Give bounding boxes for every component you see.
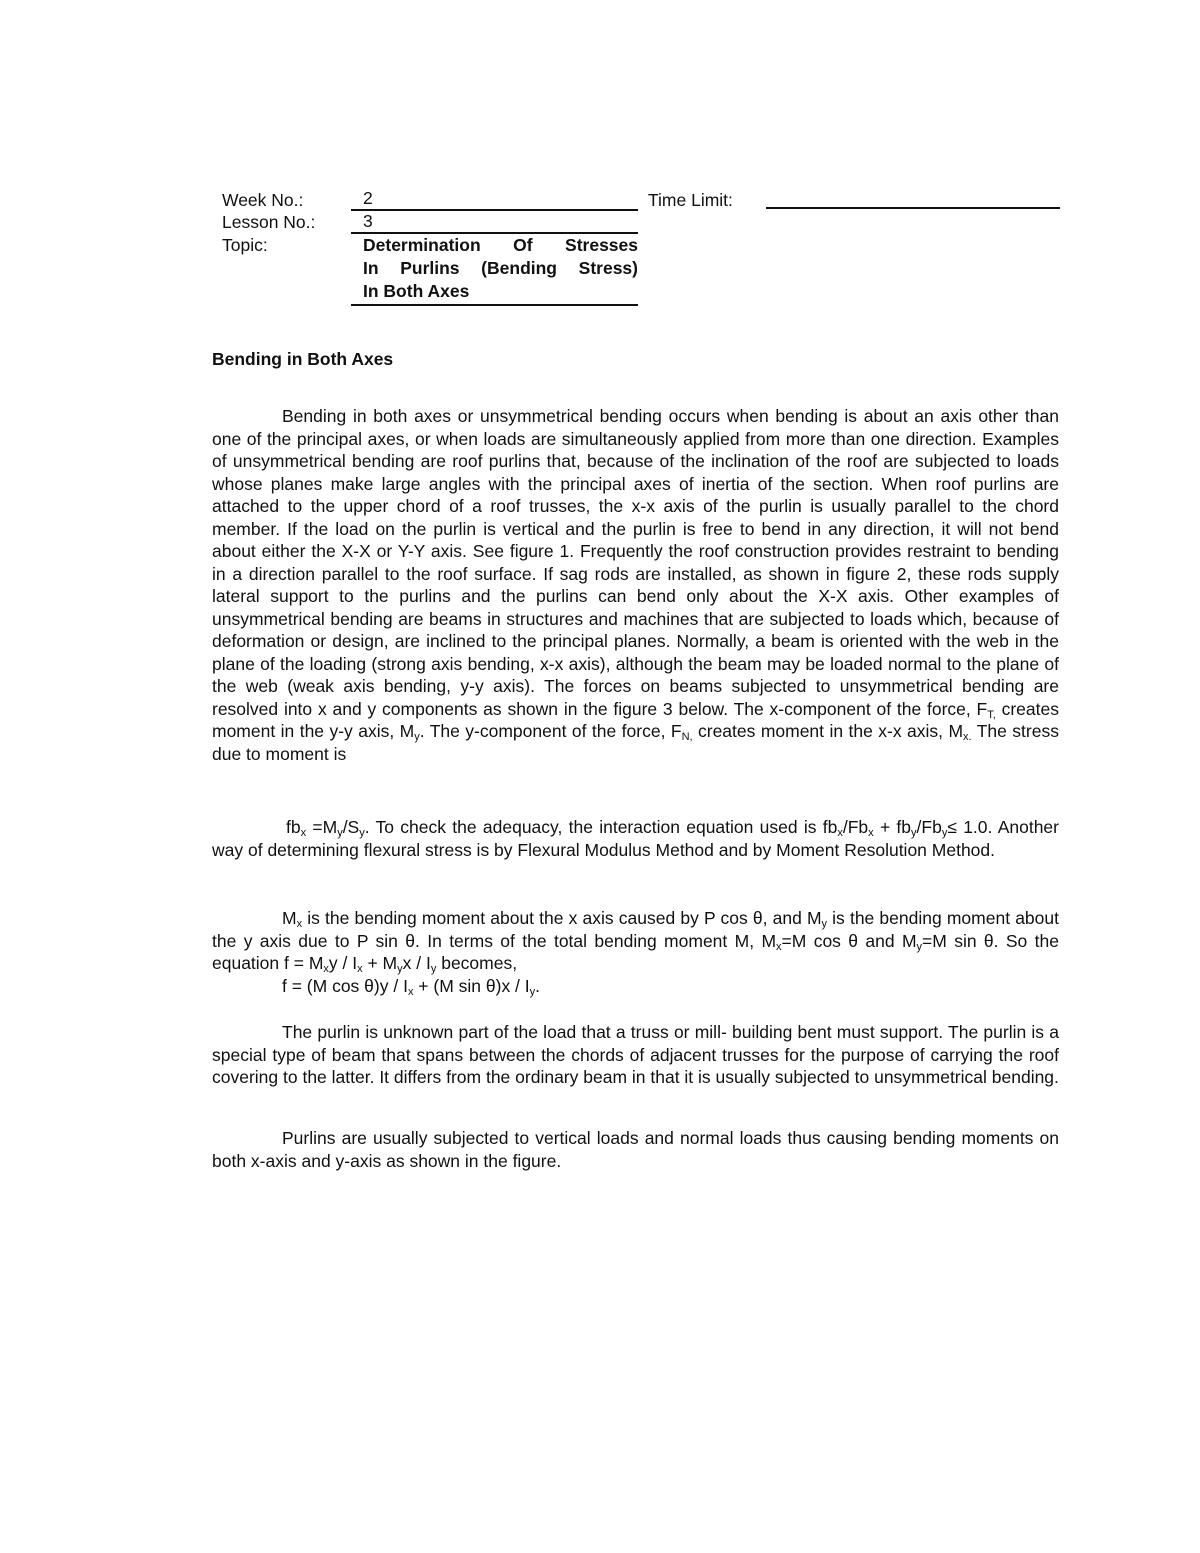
topic-value <box>351 234 638 306</box>
topic-line-1: Determination Of Stresses <box>363 235 638 255</box>
topic-line-2: In Purlins (Bending Stress) <box>363 258 638 278</box>
paragraph-unsymmetrical-bending: Bending in both axes or unsymmetrical bending occurs when bending is about an axis other than one of the principal axes, or when loads are simultaneously applied from more than one direction. Examples of unsymmetrical bending are roof purlins that, because of the inclination of the roof are subjected to loads whose planes make large angles with the principal axes of inertia of the section. When roof purlins are attached to the upper chord of a roof trusses, the x-x axis of the purlin is usually parallel to the chord member. If the load on the purlin is vertical and the purlin is free to bend in any direction, it will not bend about either the X-X or Y-Y axis. See figure 1. Frequently the roof construction provides restraint to bending in a direction parallel to the roof surface. If sag rods are installed, as shown in figure 2, these rods supply lateral support to the purlins and the purlins can bend only about the X-X axis. Other examples of unsymmetrical bending are beams in structures and machines that are subjected to loads which, because of deformation or design, are inclined to the principal planes. Normally, a beam is oriented with the web in the plane of the loading (strong axis bending, x-x axis), although the beam may be loaded normal to the plane of the web (weak axis bending, y-y axis). The forces on beams subjected to unsymmetrical bending are resolved into x and y components as shown in the figure 3 below. The x-component of the force, $F_{T,}$ creates moment in the y-y axis, $M_y$. The y-component of the force, $F_{N,}$ creates moment in the x-x axis, $M_{x.}$ The stress due to moment is <box>212 406 1059 764</box>
week-value: 2 <box>351 187 638 211</box>
topic-label: Topic: <box>222 235 268 255</box>
week-label: Week No.: <box>222 190 304 210</box>
lesson-label: Lesson No.: <box>222 212 316 232</box>
section-heading: Bending in Both Axes <box>212 349 394 369</box>
paragraph-interaction-equation: $fb_x =M_y/S_y$. To check the adequacy, the interaction equation used is $fb_x/Fb_x + fb_y/Fb_y\le 1.0$. Another way of determining flexural stress is by Flexural Modulus Method and by Moment Resolution Method. <box>212 817 1059 860</box>
time-limit-value <box>766 207 1060 209</box>
bending-stress-formula: f = (M $\cos \theta)y / I_x + (M$ $\sin \theta)x / I_y$. <box>282 975 541 998</box>
lesson-value: 3 <box>351 210 638 234</box>
topic-line-3: In Both Axes <box>363 281 470 301</box>
paragraph-purlin-definition: The purlin is unknown part of the load that a truss or mill- building bent must support. The purlin is a special type of beam that spans between the chords of adjacent trusses for the purpose of carrying the roof covering to the latter. It differs from the ordinary beam in that it is usually subjected to unsymmetrical bending. <box>212 1022 1059 1087</box>
time-limit-label: Time Limit: <box>648 190 733 210</box>
paragraph-moment-resolution: $M_x$ is the bending moment about the x axis caused by P cos θ, and $M_y$ is the bending moment about the y axis due to P sin θ. In terms of the total bending moment M, $M_x=M$ cos θ and $M_y=M$ sin θ. So the equation $f = M_xy / I_x + M_yx / I_y$ becomes, f = (M $\cos \theta)y / I_x + (M$ $\sin \theta)x / I_y$. <box>212 908 1059 998</box>
paragraph-purlin-loads: Purlins are usually subjected to vertical loads and normal loads thus causing bending moments on both x-axis and y-axis as shown in the figure. <box>212 1128 1059 1171</box>
